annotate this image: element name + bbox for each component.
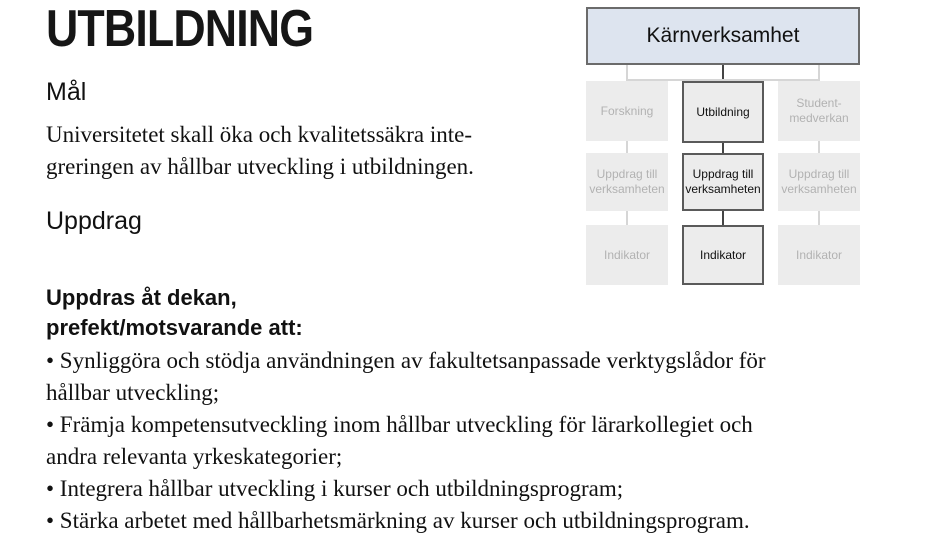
box-label: Uppdrag till [788, 167, 850, 181]
box-label: Uppdrag till [596, 167, 658, 181]
assigned-line: prefekt/motsvarande att: [46, 315, 303, 340]
box-label: Forskning [600, 103, 654, 118]
box-label: verksamheten [781, 182, 857, 196]
bullet-item [46, 409, 766, 473]
bullet-item [46, 473, 766, 505]
box-label: Uppdrag till [692, 167, 754, 181]
box-label: Utbildning [696, 104, 750, 119]
box-label: medverkan [789, 111, 849, 125]
core-activity-box: Kärnverksamhet [586, 7, 860, 65]
goal-line: greringen av hållbar utveckling i utbildningen. [46, 154, 474, 179]
bullet-item [46, 345, 766, 409]
bullet-item [46, 505, 766, 537]
research-box [586, 81, 668, 141]
student-indicator-box [778, 225, 860, 285]
box-label: Indikator [603, 247, 651, 262]
box-label: Indikator [795, 247, 843, 262]
education-indicator-box [682, 225, 764, 285]
bullet-line: • Stärka arbetet med hållbarhetsmärkning av kurser och utbildningsprogram. [46, 508, 750, 533]
goal-text [46, 119, 474, 183]
bullet-line: andra relevanta yrkeskategorier; [46, 444, 343, 469]
research-mission-box [586, 153, 668, 211]
mission-heading: Uppdrag [46, 207, 142, 235]
connector-line [818, 211, 820, 225]
connector-line [626, 211, 628, 225]
connector-line [626, 141, 628, 153]
connector-line [722, 143, 724, 153]
assigned-line: Uppdras åt dekan, [46, 285, 237, 310]
page-title: UTBILDNING [46, 0, 314, 58]
student-participation-box [778, 81, 860, 141]
connector-line [722, 211, 724, 225]
student-mission-box [778, 153, 860, 211]
box-label: verksamheten [589, 182, 665, 196]
box-label: verksamheten [685, 182, 761, 196]
org-diagram [585, 6, 863, 288]
education-mission-box [682, 153, 764, 211]
goal-line: Universitetet skall öka och kvalitetssäkra inte- [46, 122, 473, 147]
connector-line [818, 141, 820, 153]
goal-heading: Mål [46, 78, 87, 106]
education-box [682, 81, 764, 143]
bullet-line: • Synliggöra och stödja användningen av fakultetsanpassade verktygslådor för [46, 348, 766, 373]
bullet-line: hållbar utveckling; [46, 380, 220, 405]
bullet-line: • Integrera hållbar utveckling i kurser och utbildningsprogram; [46, 476, 624, 501]
bullet-line: • Främja kompetensutveckling inom hållbar utveckling för lärarkollegiet och [46, 412, 753, 437]
assigned-to [46, 283, 303, 343]
box-label: Student- [796, 96, 842, 110]
mission-bullet-list [46, 345, 766, 537]
research-indicator-box [586, 225, 668, 285]
box-label: Indikator [699, 247, 747, 262]
